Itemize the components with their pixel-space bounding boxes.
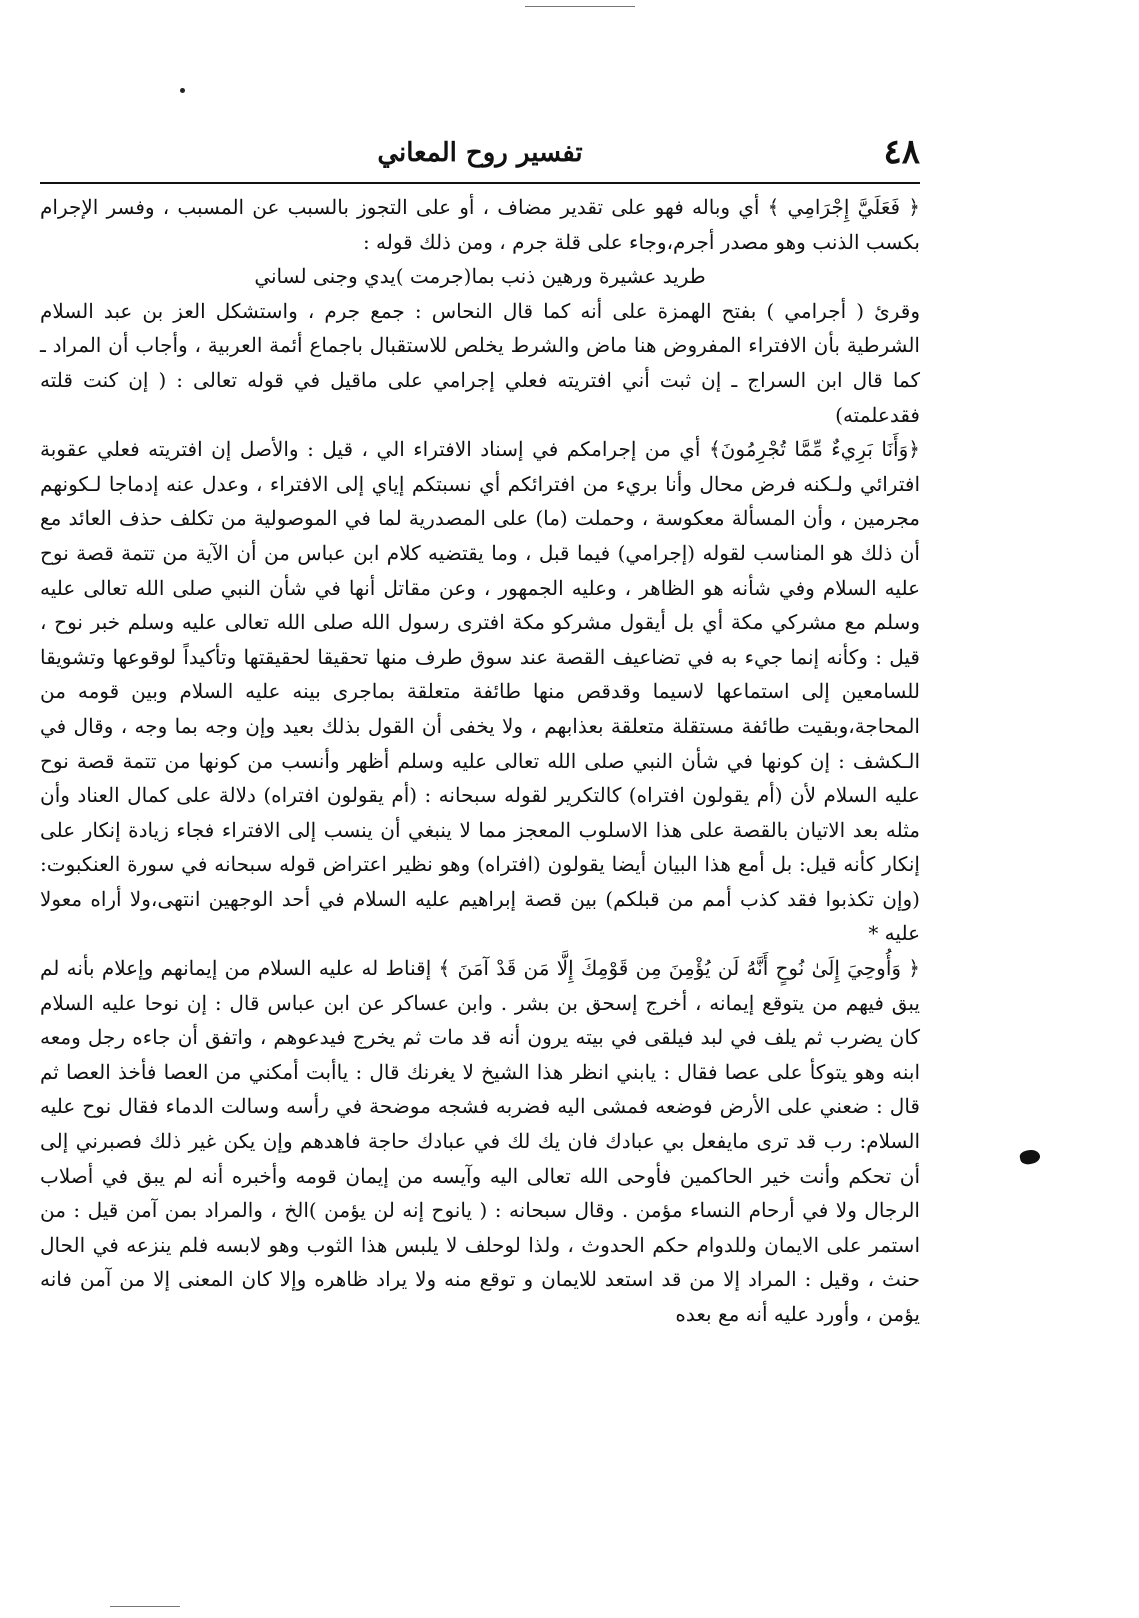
page-header <box>40 128 920 180</box>
paragraph-3: ﴿وَأَنَا بَرِيءٌ مِّمَّا تُجْرِمُونَ﴾ أي من إجرامكم في إسناد الافتراء الي ، قيل : والأصل إن افتريته فعلي عقوبة افترائي ولـكنه فرض محال وأنا بريء من افترائكم أي نسبتكم إياي إلى الافتراء ، وعدل عنه إدماجا لـكونهم مجرمين ، وأن المسألة معكوسة ، وحملت (ما) على المصدرية لما في الموصولية من تكلف حذف العائد مع أن ذلك هو المناسب لقوله (إجرامي) فيما قبل ، وما يقتضيه كلام ابن عباس من أن الآية من تتمة قصة نوح عليه السلام وفي شأنه هو الظاهر ، وعليه الجمهور ، وعن مقاتل أنها في شأن النبي صلى الله تعالى عليه وسلم مع مشركي مكة أي بل أيقول مشركو مكة افترى رسول الله صلى الله تعالى عليه وسلم خبر نوح ، قيل : وكأنه إنما جيء به في تضاعيف القصة عند سوق طرف منها تحقيقا لحقيقتها وتأكيداً لوقوعها وتشويقا للسامعين إلى استماعها لاسيما وقدقص منها طائفة متعلقة بماجرى بينه عليه السلام وبين قومه من المحاجة،وبقيت طائفة مستقلة متعلقة بعذابهم ، ولا يخفى أن القول بذلك بعيد وإن وجه بما وجه ، وقال في الـكشف : إن كونها في شأن النبي صلى الله تعالى عليه وسلم أظهر وأنسب من كونها من تتمة قصة نوح عليه السلام لأن (أم يقولون افتراه) كالتكرير لقوله سبحانه : (أم يقولون افتراه) دلالة على كمال العناد وأن مثله بعد الاتيان بالقصة على هذا الاسلوب المعجز مما لا ينبغي أن ينسب إلى الافتراء فجاء زيادة إنكار على إنكار كأنه قيل: بل أمع هذا البيان أيضا يقولون (افتراه) وهو نظير اعتراض قوله سبحانه في سورة العنكبوت:(وإن تكذبوا فقد كذب أمم من قبلكم) بين قصة إبراهيم عليه السلام في أحد الوجهين انتهى،ولا أراه معولا عليه * <box>40 437 920 946</box>
running-title: تفسير روح المعاني <box>377 138 583 168</box>
bottom-scan-line <box>110 1606 180 1607</box>
top-scan-line <box>525 6 635 7</box>
ink-blot <box>1019 1148 1041 1166</box>
paragraph-1: ﴿ فَعَلَيَّ إِجْرَامِي ﴾ أي وباله فهو على تقدير مضاف ، أو على التجوز بالسبب عن المسبب ، وفسر الإجرام بكسب الذنب وهو مصدر أجرم،وجاء على قلة جرم ، ومن ذلك قوله : <box>40 195 920 254</box>
paragraph-2: وقرئ ( أجرامي ) بفتح الهمزة على أنه كما قال النحاس : جمع جرم ، واستشكل العز بن عبد السلام الشرطية بأن الافتراء المفروض هنا ماض والشرط يخلص للاستقبال باجماع أئمة العربية ، وأجاب أن المراد ـ كما قال ابن السراج ـ إن ثبت أني افتريته فعلي إجرامي على ماقيل في قوله تعالى : ( إن كنت قلته فقدعلمته) <box>40 298 920 427</box>
body-text <box>40 190 920 1332</box>
paragraph-4: ﴿ وَأُوحِيَ إِلَىٰ نُوحٍ أَنَّهُ لَن يُؤْمِنَ مِن قَوْمِكَ إِلَّا مَن قَدْ آمَنَ ﴾ إقناط له عليه السلام من إيمانهم وإعلام بأنه لم يبق فيهم من يتوقع إيمانه ، أخرج إسحق بن بشر . وابن عساكر عن ابن عباس قال : إن نوحا عليه السلام كان يضرب ثم يلف في لبد فيلقى في بيته يرون أنه قد مات ثم يخرج فيدعوهم ، واتفق أن جاءه رجل ومعه ابنه وهو يتوكأ على عصا فقال : يابني انظر هذا الشيخ لا يغرنك قال : ياأبت أمكني من العصا فأخذ العصا ثم قال : ضعني على الأرض فوضعه فمشى اليه فضربه فشجه موضحة في رأسه وسالت الدماء فقال نوح عليه السلام: رب قد ترى مايفعل بي عبادك فان يك لك في عبادك حاجة فاهدهم وإن يكن غير ذلك فصبرني إلى أن تحكم وأنت خير الحاكمين فأوحى الله تعالى اليه وآيسه من إيمان قومه وأخبره أنه لم يبق في أصلاب الرجال ولا في أرحام النساء مؤمن . وقال سبحانه : ( يانوح إنه لن يؤمن )الخ ، والمراد بمن آمن قيل : من استمر على الايمان وللدوام حكم الحدوث ، ولذا لوحلف لا يلبس هذا الثوب وهو لابسه فلم ينزعه في الحال حنث ، وقيل : المراد إلا من قد استعد للايمان و توقع منه ولا يراد ظاهره وإلا كان المعنى إلا من آمن فانه يؤمن ، وأورد عليه أنه مع بعده <box>40 956 920 1326</box>
scan-speck <box>180 88 185 93</box>
page-number: ٤٨ <box>883 132 920 172</box>
poetry-verse: طريد عشيرة ورهين ذنب بما(جرمت )يدي وجنى لساني <box>254 264 706 289</box>
header-rule <box>40 182 920 184</box>
